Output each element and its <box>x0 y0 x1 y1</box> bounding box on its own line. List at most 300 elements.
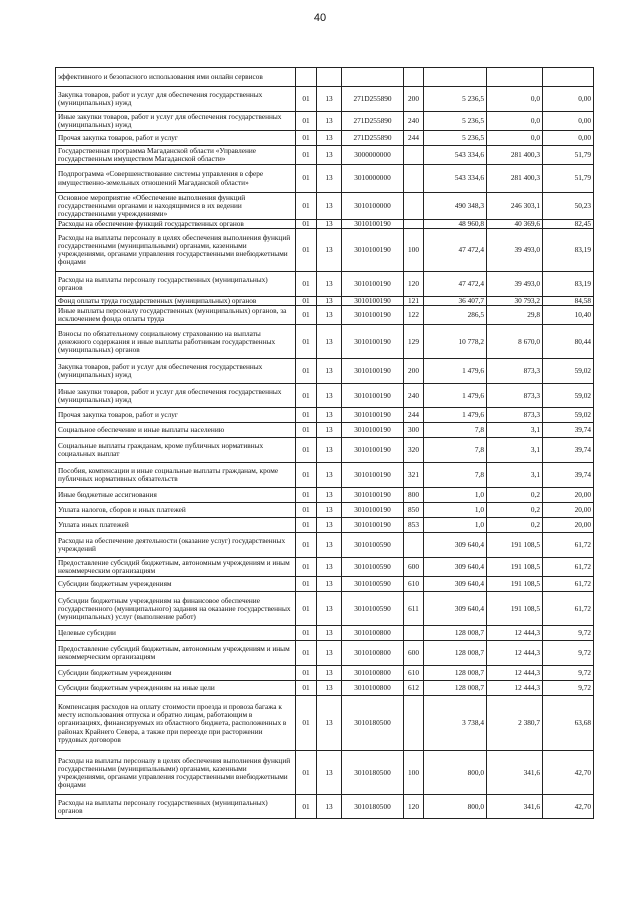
expense-type-code: 244 <box>404 408 424 423</box>
table-row <box>56 220 594 229</box>
execution-percent: 42,70 <box>543 751 594 795</box>
table-row <box>56 359 594 384</box>
actual-amount: 873,3 <box>487 359 543 384</box>
section-code: 01 <box>296 641 317 666</box>
execution-percent: 20,00 <box>543 518 594 533</box>
plan-amount: 10 778,2 <box>424 325 487 359</box>
subsection-code: 13 <box>317 681 342 696</box>
plan-amount: 800,0 <box>424 795 487 819</box>
actual-amount: 12 444,3 <box>487 641 543 666</box>
actual-amount: 191 108,5 <box>487 533 543 558</box>
table-row <box>56 193 594 220</box>
expense-type-code: 800 <box>404 488 424 503</box>
row-name: Расходы на обеспечение деятельности (оказание услуг) государственных учреждений <box>56 533 296 558</box>
execution-percent: 50,23 <box>543 193 594 220</box>
target-article-code: 3010100590 <box>342 577 404 592</box>
table-row <box>56 592 594 626</box>
section-code: 01 <box>296 518 317 533</box>
row-name: Субсидии бюджетным учреждениям <box>56 666 296 681</box>
row-name: Закупка товаров, работ и услуг для обеспечения государственных (муниципальных) нужд <box>56 87 296 112</box>
target-article-code: 3010100190 <box>342 306 404 325</box>
actual-amount: 39 493,0 <box>487 229 543 272</box>
target-article-code: 3010100190 <box>342 503 404 518</box>
target-article-code: 271D255890 <box>342 131 404 146</box>
section-code: 01 <box>296 229 317 272</box>
table-row <box>56 503 594 518</box>
target-article-code: 3010100190 <box>342 359 404 384</box>
table-row <box>56 518 594 533</box>
table-row <box>56 533 594 558</box>
section-code: 01 <box>296 384 317 408</box>
target-article-code: 3010100190 <box>342 423 404 438</box>
actual-amount: 0,0 <box>487 87 543 112</box>
target-article-code: 3010100800 <box>342 641 404 666</box>
subsection-code: 13 <box>317 297 342 306</box>
row-name: Расходы на выплаты персоналу государственных (муниципальных) органов <box>56 795 296 819</box>
subsection-code: 13 <box>317 488 342 503</box>
target-article-code: 3010100800 <box>342 666 404 681</box>
plan-amount: 47 472,4 <box>424 229 487 272</box>
section-code: 01 <box>296 681 317 696</box>
actual-amount: 191 108,5 <box>487 558 543 577</box>
section-code: 01 <box>296 306 317 325</box>
subsection-code: 13 <box>317 592 342 626</box>
row-name: эффективного и безопасного использования ими онлайн сервисов <box>56 68 296 87</box>
row-name: Фонд оплаты труда государственных (муниципальных) органов <box>56 297 296 306</box>
subsection-code: 13 <box>317 193 342 220</box>
target-article-code: 271D255890 <box>342 112 404 131</box>
actual-amount: 191 108,5 <box>487 577 543 592</box>
execution-percent: 0,00 <box>543 87 594 112</box>
actual-amount: 0,2 <box>487 518 543 533</box>
table-row <box>56 577 594 592</box>
section-code: 01 <box>296 795 317 819</box>
plan-amount: 5 236,5 <box>424 112 487 131</box>
target-article-code: 3010100800 <box>342 681 404 696</box>
row-name: Социальное обеспечение и иные выплаты населению <box>56 423 296 438</box>
target-article-code: 3010100190 <box>342 229 404 272</box>
expense-type-code: 100 <box>404 751 424 795</box>
row-name: Субсидии бюджетным учреждениям на финансовое обеспечение государственного (муниципального) задания на оказание государственных (муниципальных) услуг (выполнение работ) <box>56 592 296 626</box>
row-name: Расходы на выплаты персоналу в целях обеспечения выполнения функций государственными (муниципальными) органами, казенными учреждениями, органами управления государственными внебюджетными фондами <box>56 229 296 272</box>
target-article-code: 3010000000 <box>342 165 404 193</box>
row-name: Предоставление субсидий бюджетным, автономным учреждениям и иным некоммерческим организациям <box>56 641 296 666</box>
table-row <box>56 681 594 696</box>
page-number: 40 <box>313 12 327 24</box>
subsection-code: 13 <box>317 87 342 112</box>
execution-percent: 9,72 <box>543 626 594 641</box>
table-row <box>56 131 594 146</box>
budget-table <box>55 67 594 819</box>
plan-amount: 309 640,4 <box>424 592 487 626</box>
target-article-code: 3010100590 <box>342 558 404 577</box>
expense-type-code: 100 <box>404 229 424 272</box>
subsection-code: 13 <box>317 438 342 463</box>
actual-amount <box>487 68 543 87</box>
target-article-code: 3010100190 <box>342 272 404 297</box>
expense-type-code: 240 <box>404 384 424 408</box>
subsection-code: 13 <box>317 696 342 751</box>
table-row <box>56 229 594 272</box>
table-row <box>56 408 594 423</box>
row-name: Прочая закупка товаров, работ и услуг <box>56 131 296 146</box>
execution-percent: 42,70 <box>543 795 594 819</box>
expense-type-code <box>404 696 424 751</box>
table-row <box>56 297 594 306</box>
expense-type-code: 610 <box>404 666 424 681</box>
expense-type-code: 200 <box>404 359 424 384</box>
section-code: 01 <box>296 359 317 384</box>
plan-amount: 1,0 <box>424 518 487 533</box>
table-row <box>56 325 594 359</box>
table-row <box>56 751 594 795</box>
table-row <box>56 165 594 193</box>
target-article-code: 3010180500 <box>342 696 404 751</box>
section-code: 01 <box>296 463 317 488</box>
plan-amount: 48 960,8 <box>424 220 487 229</box>
section-code: 01 <box>296 438 317 463</box>
section-code: 01 <box>296 488 317 503</box>
target-article-code: 271D255890 <box>342 87 404 112</box>
execution-percent: 82,45 <box>543 220 594 229</box>
plan-amount: 7,8 <box>424 438 487 463</box>
plan-amount: 1 479,6 <box>424 384 487 408</box>
row-name: Предоставление субсидий бюджетным, автономным учреждениям и иным некоммерческим организациям <box>56 558 296 577</box>
plan-amount: 47 472,4 <box>424 272 487 297</box>
plan-amount: 3 738,4 <box>424 696 487 751</box>
execution-percent: 61,72 <box>543 577 594 592</box>
table-row <box>56 146 594 165</box>
expense-type-code: 600 <box>404 558 424 577</box>
plan-amount: 1 479,6 <box>424 359 487 384</box>
execution-percent <box>543 68 594 87</box>
expense-type-code: 120 <box>404 795 424 819</box>
target-article-code: 3010100590 <box>342 533 404 558</box>
actual-amount: 0,2 <box>487 488 543 503</box>
section-code <box>296 68 317 87</box>
plan-amount <box>424 68 487 87</box>
row-name: Расходы на обеспечение функций государственных органов <box>56 220 296 229</box>
plan-amount: 5 236,5 <box>424 87 487 112</box>
table-row <box>56 626 594 641</box>
target-article-code: 3010100190 <box>342 220 404 229</box>
target-article-code: 3010100190 <box>342 297 404 306</box>
plan-amount: 7,8 <box>424 423 487 438</box>
execution-percent: 80,44 <box>543 325 594 359</box>
row-name: Целевые субсидии <box>56 626 296 641</box>
plan-amount: 1 479,6 <box>424 408 487 423</box>
expense-type-code: 600 <box>404 641 424 666</box>
section-code: 01 <box>296 87 317 112</box>
subsection-code: 13 <box>317 131 342 146</box>
execution-percent: 59,02 <box>543 384 594 408</box>
actual-amount: 281 400,3 <box>487 165 543 193</box>
expense-type-code: 200 <box>404 87 424 112</box>
row-name: Основное мероприятие «Обеспечение выполнения функций государственными органами и находящимися в их ведении государственными учреждениями» <box>56 193 296 220</box>
table-row <box>56 666 594 681</box>
expense-type-code: 853 <box>404 518 424 533</box>
table-row <box>56 696 594 751</box>
target-article-code: 3010100190 <box>342 384 404 408</box>
row-name: Уплата налогов, сборов и иных платежей <box>56 503 296 518</box>
execution-percent: 9,72 <box>543 641 594 666</box>
target-article-code: 3010100190 <box>342 488 404 503</box>
section-code: 01 <box>296 165 317 193</box>
section-code: 01 <box>296 408 317 423</box>
actual-amount: 29,8 <box>487 306 543 325</box>
actual-amount: 341,6 <box>487 795 543 819</box>
budget-table-body <box>56 68 594 819</box>
expense-type-code <box>404 533 424 558</box>
target-article-code: 3010100190 <box>342 463 404 488</box>
target-article-code: 3010100590 <box>342 592 404 626</box>
plan-amount: 490 348,3 <box>424 193 487 220</box>
section-code: 01 <box>296 666 317 681</box>
row-name: Государственная программа Магаданской области «Управление государственным имуществом Магаданской области» <box>56 146 296 165</box>
row-name: Субсидии бюджетным учреждениям на иные цели <box>56 681 296 696</box>
execution-percent: 9,72 <box>543 681 594 696</box>
subsection-code: 13 <box>317 795 342 819</box>
table-row <box>56 463 594 488</box>
expense-type-code: 121 <box>404 297 424 306</box>
actual-amount: 12 444,3 <box>487 681 543 696</box>
table-row <box>56 558 594 577</box>
subsection-code: 13 <box>317 229 342 272</box>
subsection-code: 13 <box>317 165 342 193</box>
section-code: 01 <box>296 592 317 626</box>
plan-amount: 36 407,7 <box>424 297 487 306</box>
subsection-code: 13 <box>317 112 342 131</box>
subsection-code: 13 <box>317 503 342 518</box>
plan-amount: 128 008,7 <box>424 666 487 681</box>
actual-amount: 281 400,3 <box>487 146 543 165</box>
expense-type-code: 120 <box>404 272 424 297</box>
subsection-code: 13 <box>317 533 342 558</box>
row-name: Прочая закупка товаров, работ и услуг <box>56 408 296 423</box>
actual-amount: 873,3 <box>487 384 543 408</box>
subsection-code: 13 <box>317 384 342 408</box>
section-code: 01 <box>296 193 317 220</box>
target-article-code: 3010180500 <box>342 795 404 819</box>
table-row <box>56 306 594 325</box>
target-article-code: 3010100190 <box>342 408 404 423</box>
execution-percent: 9,72 <box>543 666 594 681</box>
actual-amount: 12 444,3 <box>487 626 543 641</box>
target-article-code: 3010100190 <box>342 438 404 463</box>
execution-percent: 20,00 <box>543 488 594 503</box>
expense-type-code: 321 <box>404 463 424 488</box>
target-article-code: 3010100800 <box>342 626 404 641</box>
table-row <box>56 87 594 112</box>
execution-percent: 39,74 <box>543 463 594 488</box>
expense-type-code <box>404 146 424 165</box>
actual-amount: 40 369,6 <box>487 220 543 229</box>
subsection-code <box>317 68 342 87</box>
execution-percent: 51,79 <box>543 165 594 193</box>
target-article-code: 3000000000 <box>342 146 404 165</box>
plan-amount: 309 640,4 <box>424 577 487 592</box>
actual-amount: 30 793,2 <box>487 297 543 306</box>
actual-amount: 12 444,3 <box>487 666 543 681</box>
target-article-code: 3010100000 <box>342 193 404 220</box>
subsection-code: 13 <box>317 220 342 229</box>
section-code: 01 <box>296 696 317 751</box>
subsection-code: 13 <box>317 666 342 681</box>
plan-amount: 128 008,7 <box>424 681 487 696</box>
table-row <box>56 272 594 297</box>
table-row <box>56 641 594 666</box>
section-code: 01 <box>296 577 317 592</box>
execution-percent: 83,19 <box>543 229 594 272</box>
row-name: Иные бюджетные ассигнования <box>56 488 296 503</box>
row-name: Социальные выплаты гражданам, кроме публичных нормативных социальных выплат <box>56 438 296 463</box>
subsection-code: 13 <box>317 325 342 359</box>
subsection-code: 13 <box>317 408 342 423</box>
subsection-code: 13 <box>317 751 342 795</box>
subsection-code: 13 <box>317 641 342 666</box>
execution-percent: 61,72 <box>543 533 594 558</box>
subsection-code: 13 <box>317 359 342 384</box>
target-article-code: 3010100190 <box>342 518 404 533</box>
expense-type-code: 129 <box>404 325 424 359</box>
expense-type-code <box>404 193 424 220</box>
execution-percent: 59,02 <box>543 408 594 423</box>
target-article-code <box>342 68 404 87</box>
section-code: 01 <box>296 112 317 131</box>
row-name: Иные закупки товаров, работ и услуг для обеспечения государственных (муниципальных) нужд <box>56 112 296 131</box>
target-article-code: 3010100190 <box>342 325 404 359</box>
subsection-code: 13 <box>317 518 342 533</box>
section-code: 01 <box>296 131 317 146</box>
expense-type-code: 612 <box>404 681 424 696</box>
expense-type-code: 240 <box>404 112 424 131</box>
table-row <box>56 438 594 463</box>
actual-amount: 246 303,1 <box>487 193 543 220</box>
expense-type-code: 122 <box>404 306 424 325</box>
subsection-code: 13 <box>317 306 342 325</box>
plan-amount: 128 008,7 <box>424 641 487 666</box>
subsection-code: 13 <box>317 423 342 438</box>
section-code: 01 <box>296 297 317 306</box>
plan-amount: 543 334,6 <box>424 146 487 165</box>
subsection-code: 13 <box>317 626 342 641</box>
expense-type-code <box>404 220 424 229</box>
expense-type-code <box>404 165 424 193</box>
row-name: Расходы на выплаты персоналу в целях обеспечения выполнения функций государственными (муниципальными) органами, казенными учреждениями, органами управления государственными внебюджетными фондами <box>56 751 296 795</box>
section-code: 01 <box>296 220 317 229</box>
actual-amount: 39 493,0 <box>487 272 543 297</box>
row-name: Компенсация расходов на оплату стоимости проезда и провоза багажа к месту использования отпуска и обратно лицам, работающим в организациях, финансируемых из областного бюджета, расположенных в районах Крайнего Севера, а также при переезде при расторжении трудовых договоров <box>56 696 296 751</box>
subsection-code: 13 <box>317 558 342 577</box>
section-code: 01 <box>296 558 317 577</box>
actual-amount: 0,0 <box>487 131 543 146</box>
actual-amount: 0,2 <box>487 503 543 518</box>
section-code: 01 <box>296 533 317 558</box>
plan-amount: 128 008,7 <box>424 626 487 641</box>
row-name: Расходы на выплаты персоналу государственных (муниципальных) органов <box>56 272 296 297</box>
subsection-code: 13 <box>317 146 342 165</box>
row-name: Закупка товаров, работ и услуг для обеспечения государственных (муниципальных) нужд <box>56 359 296 384</box>
actual-amount: 341,6 <box>487 751 543 795</box>
plan-amount: 1,0 <box>424 503 487 518</box>
plan-amount: 7,8 <box>424 463 487 488</box>
section-code: 01 <box>296 751 317 795</box>
actual-amount: 3,1 <box>487 438 543 463</box>
table-row <box>56 488 594 503</box>
execution-percent: 84,58 <box>543 297 594 306</box>
expense-type-code: 300 <box>404 423 424 438</box>
expense-type-code <box>404 626 424 641</box>
row-name: Взносы по обязательному социальному страхованию на выплаты денежного содержания и иные выплаты работникам государственных (муниципальных) органов <box>56 325 296 359</box>
plan-amount: 543 334,6 <box>424 165 487 193</box>
execution-percent: 0,00 <box>543 112 594 131</box>
section-code: 01 <box>296 325 317 359</box>
expense-type-code <box>404 68 424 87</box>
execution-percent: 61,72 <box>543 558 594 577</box>
execution-percent: 39,74 <box>543 438 594 463</box>
section-code: 01 <box>296 272 317 297</box>
execution-percent: 0,00 <box>543 131 594 146</box>
row-name: Уплата иных платежей <box>56 518 296 533</box>
expense-type-code: 850 <box>404 503 424 518</box>
actual-amount: 8 670,0 <box>487 325 543 359</box>
table-row <box>56 795 594 819</box>
target-article-code: 3010180500 <box>342 751 404 795</box>
actual-amount: 873,3 <box>487 408 543 423</box>
execution-percent: 20,00 <box>543 503 594 518</box>
actual-amount: 0,0 <box>487 112 543 131</box>
expense-type-code: 320 <box>404 438 424 463</box>
execution-percent: 63,68 <box>543 696 594 751</box>
actual-amount: 3,1 <box>487 463 543 488</box>
plan-amount: 1,0 <box>424 488 487 503</box>
expense-type-code: 610 <box>404 577 424 592</box>
section-code: 01 <box>296 626 317 641</box>
row-name: Субсидии бюджетным учреждениям <box>56 577 296 592</box>
row-name: Пособия, компенсации и иные социальные выплаты гражданам, кроме публичных нормативных обязательств <box>56 463 296 488</box>
expense-type-code: 611 <box>404 592 424 626</box>
plan-amount: 286,5 <box>424 306 487 325</box>
section-code: 01 <box>296 423 317 438</box>
plan-amount: 309 640,4 <box>424 558 487 577</box>
execution-percent: 51,79 <box>543 146 594 165</box>
subsection-code: 13 <box>317 577 342 592</box>
section-code: 01 <box>296 503 317 518</box>
subsection-code: 13 <box>317 463 342 488</box>
section-code: 01 <box>296 146 317 165</box>
plan-amount: 5 236,5 <box>424 131 487 146</box>
row-name: Подпрограмма «Совершенствование системы управления в сфере имущественно-земельных отношений Магаданской области» <box>56 165 296 193</box>
execution-percent: 59,02 <box>543 359 594 384</box>
actual-amount: 3,1 <box>487 423 543 438</box>
actual-amount: 2 380,7 <box>487 696 543 751</box>
actual-amount: 191 108,5 <box>487 592 543 626</box>
row-name: Иные выплаты персоналу государственных (муниципальных) органов, за исключением фонда оплаты труда <box>56 306 296 325</box>
execution-percent: 39,74 <box>543 423 594 438</box>
table-row <box>56 112 594 131</box>
subsection-code: 13 <box>317 272 342 297</box>
plan-amount: 800,0 <box>424 751 487 795</box>
row-name: Иные закупки товаров, работ и услуг для обеспечения государственных (муниципальных) нужд <box>56 384 296 408</box>
expense-type-code: 244 <box>404 131 424 146</box>
table-row <box>56 68 594 87</box>
table-row <box>56 423 594 438</box>
execution-percent: 83,19 <box>543 272 594 297</box>
execution-percent: 61,72 <box>543 592 594 626</box>
plan-amount: 309 640,4 <box>424 533 487 558</box>
table-row <box>56 384 594 408</box>
execution-percent: 10,40 <box>543 306 594 325</box>
